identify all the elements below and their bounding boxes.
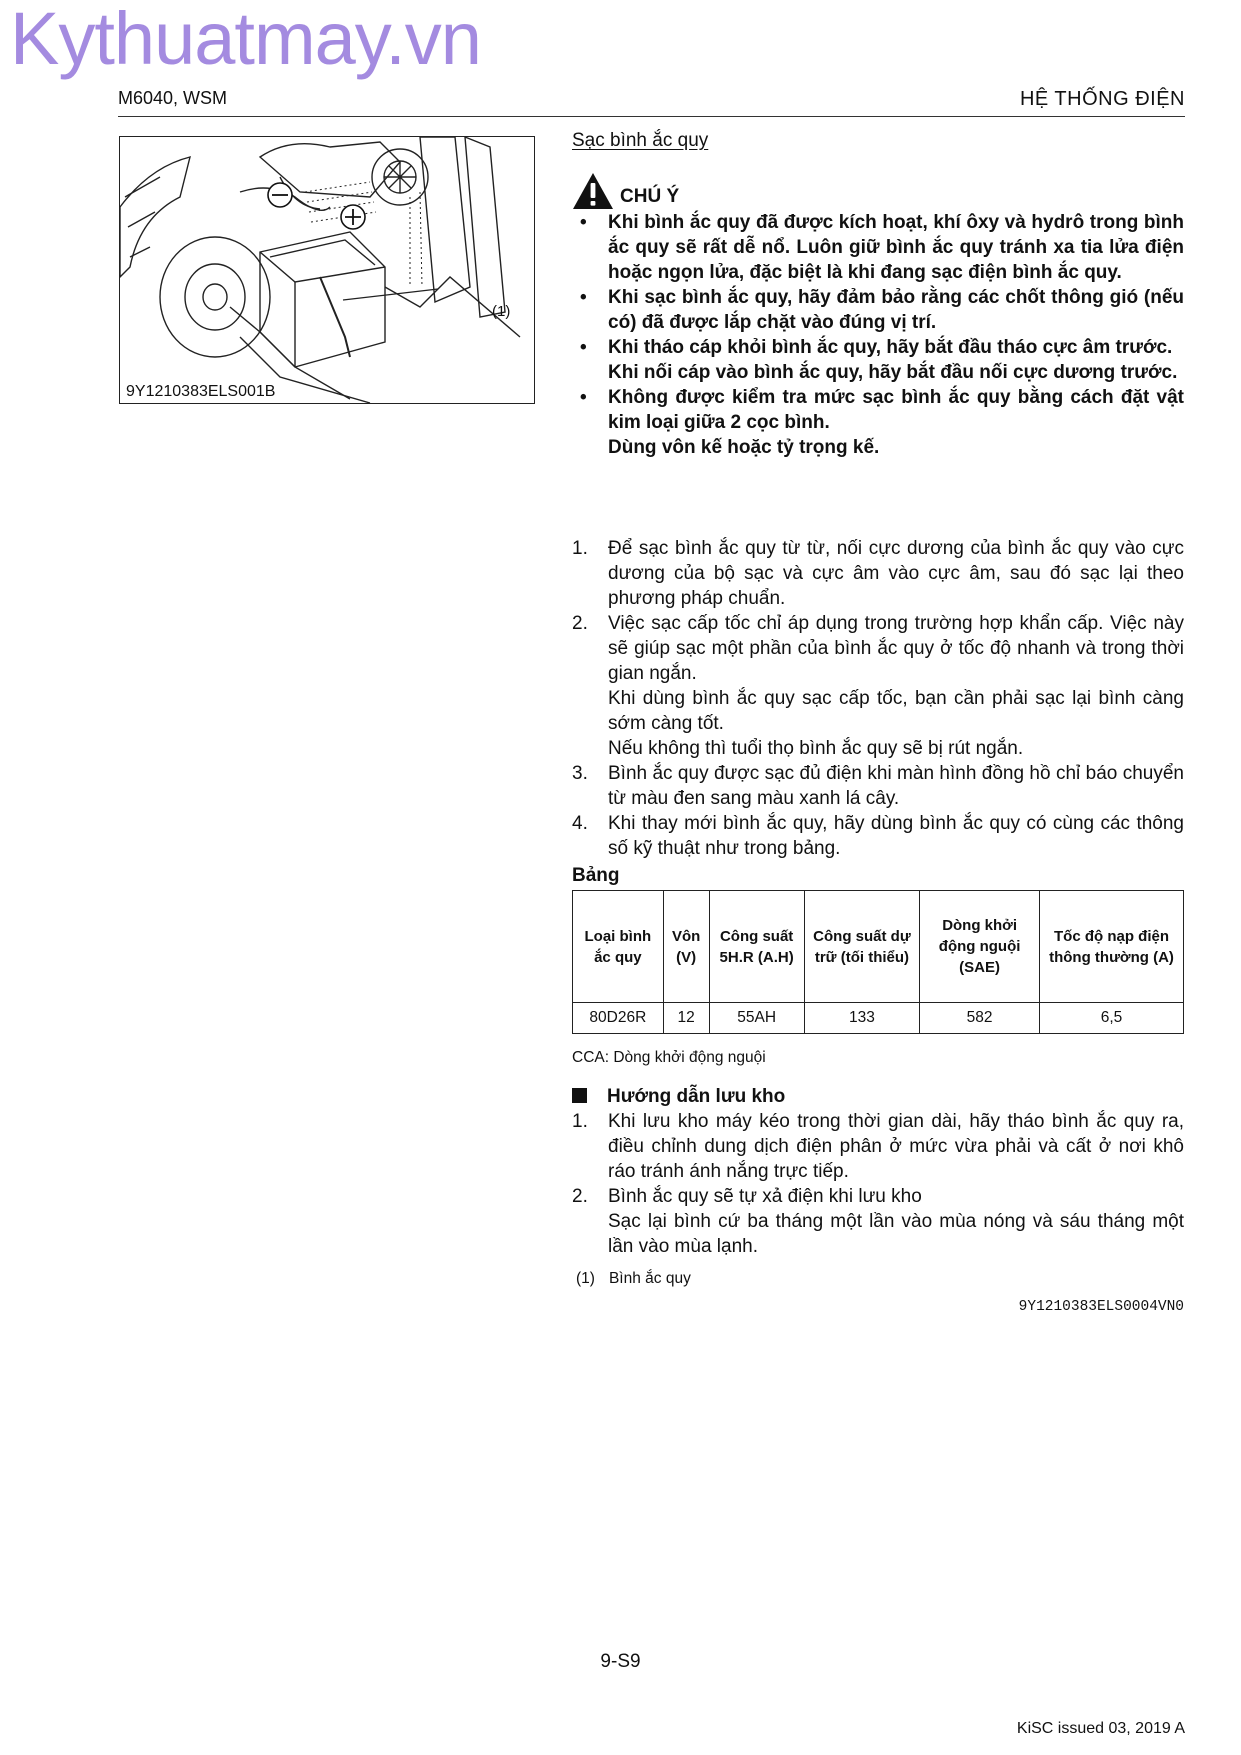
table-row — [573, 1003, 1184, 1034]
item-text: Bình ắc quy sẽ tự xả điện khi lưu kho — [608, 1186, 922, 1207]
battery-spec-table — [572, 890, 1184, 1034]
col-capacity: Công suất 5H.R (A.H) — [709, 891, 804, 1003]
item-text: Khi tháo cáp khỏi bình ắc quy, hãy bắt đầu tháo cực âm trước. — [608, 337, 1173, 358]
caution-title: CHÚ Ý — [620, 186, 680, 207]
figure-legend — [576, 1270, 691, 1288]
list-item — [572, 335, 1184, 385]
item-text: Khi lưu kho máy kéo trong thời gian dài, hãy tháo bình ắc quy ra, điều chỉnh dung dịch điện phân ở mức vừa phải và cất ở nơi khô ráo tránh ánh nắng trực tiếp. — [608, 1111, 1184, 1182]
item-number: 4. — [572, 813, 588, 834]
item-text: Khi thay mới bình ắc quy, hãy dùng bình ắc quy có cùng các thông số kỹ thuật như trong bảng. — [608, 813, 1184, 859]
square-bullet-icon — [572, 1088, 587, 1103]
table-note: CCA: Dòng khởi động nguội — [572, 1049, 766, 1066]
list-item — [572, 536, 1184, 611]
table-cell: 582 — [920, 1003, 1040, 1034]
table-cell: 55AH — [709, 1003, 804, 1034]
bullet-icon: • — [580, 337, 587, 358]
table-header-row — [573, 891, 1184, 1003]
list-item — [572, 761, 1184, 811]
reference-code: 9Y1210383ELS0004VN0 — [1018, 1299, 1184, 1315]
item-number: 2. — [572, 613, 588, 634]
page-number: 9-S9 — [600, 1651, 641, 1672]
list-item — [572, 285, 1184, 335]
figure-callout-label: (1) — [492, 303, 511, 320]
col-cold-cranking: Dòng khởi động nguội (SAE) — [920, 891, 1040, 1003]
list-item — [572, 811, 1184, 861]
item-text: Khi nối cáp vào bình ắc quy, hãy bắt đầu nối cực dương trước. — [608, 362, 1178, 383]
section-title: Sạc bình ắc quy — [572, 130, 709, 151]
bullet-icon: • — [580, 387, 587, 408]
table-cell: 80D26R — [573, 1003, 664, 1034]
storage-steps — [572, 1109, 1184, 1259]
item-text: Bình ắc quy được sạc đủ điện khi màn hình đồng hồ chỉ báo chuyển từ màu đen sang màu xanh lá cây. — [608, 763, 1184, 809]
header-model: M6040, WSM — [118, 88, 228, 108]
charging-steps — [572, 536, 1184, 861]
item-number: 1. — [572, 538, 588, 559]
caution-list — [572, 210, 1184, 460]
list-item — [572, 1109, 1184, 1184]
legend-label: Bình ắc quy — [608, 1270, 691, 1287]
item-text: Sạc lại bình cứ ba tháng một lần vào mùa nóng và sáu tháng một lần vào mùa lạnh. — [608, 1211, 1184, 1257]
watermark: Kythuatmay.vn — [10, 0, 481, 80]
col-battery-type: Loại bình ắc quy — [573, 891, 664, 1003]
header-rule — [118, 116, 1185, 117]
table-cell: 6,5 — [1040, 1003, 1184, 1034]
negative-terminal-icon — [268, 183, 292, 207]
list-item — [572, 1184, 1184, 1259]
item-text: Dùng vôn kế hoặc tỷ trọng kế. — [608, 437, 880, 458]
table-cell: 12 — [663, 1003, 709, 1034]
list-item — [572, 210, 1184, 285]
header-chapter: HỆ THỐNG ĐIỆN — [1019, 88, 1185, 110]
battery-illustration — [120, 137, 534, 403]
storage-heading — [572, 1086, 1184, 1108]
battery-figure — [119, 136, 535, 404]
item-text: Khi bình ắc quy đã được kích hoạt, khí ôxy và hydrô trong bình ắc quy sẽ rất dễ nổ. Luôn giữ bình ắc quy tránh xa tia lửa điện hoặc ngọn lửa, đặc biệt là khi đang sạc điện bình ắc quy. — [608, 212, 1184, 283]
bullet-icon: • — [580, 287, 587, 308]
item-text: Khi sạc bình ắc quy, hãy đảm bảo rằng các chốt thông gió (nếu có) đã được lắp chặt vào đúng vị trí. — [608, 287, 1184, 333]
col-charge-rate: Tốc độ nạp điện thông thường (A) — [1040, 891, 1184, 1003]
item-text: Khi dùng bình ắc quy sạc cấp tốc, bạn cần phải sạc lại bình càng sớm càng tốt. — [608, 688, 1184, 734]
bullet-icon: • — [580, 212, 587, 233]
table-cell: 133 — [804, 1003, 920, 1034]
table-title: Bảng — [572, 865, 620, 886]
storage-title: Hướng dẫn lưu kho — [607, 1086, 786, 1107]
item-text: Nếu không thì tuổi thọ bình ắc quy sẽ bị rút ngắn. — [608, 738, 1024, 759]
list-item — [572, 385, 1184, 460]
item-number: 1. — [572, 1111, 588, 1132]
item-number: 3. — [572, 763, 588, 784]
issued-note: KiSC issued 03, 2019 A — [1016, 1720, 1185, 1737]
figure-code: 9Y1210383ELS001B — [126, 383, 276, 400]
item-text: Việc sạc cấp tốc chỉ áp dụng trong trường hợp khẩn cấp. Việc này sẽ giúp sạc một phần của bình ắc quy ở tốc độ nhanh và trong thời gian ngắn. — [608, 613, 1184, 684]
warning-icon — [572, 172, 614, 210]
legend-number: (1) — [576, 1270, 595, 1287]
positive-terminal-icon — [341, 205, 365, 229]
item-text: Không được kiểm tra mức sạc bình ắc quy bằng cách đặt vật kim loại giữa 2 cọc bình. — [608, 387, 1184, 433]
list-item — [572, 611, 1184, 761]
col-reserve-capacity: Công suất dự trữ (tối thiểu) — [804, 891, 920, 1003]
item-number: 2. — [572, 1186, 588, 1207]
col-voltage: Vôn (V) — [663, 891, 709, 1003]
item-text: Để sạc bình ắc quy từ từ, nối cực dương của bình ắc quy vào cực dương của bộ sạc và cực âm vào cực âm, sau đó sạc lại theo phương pháp chuẩn. — [608, 538, 1184, 609]
